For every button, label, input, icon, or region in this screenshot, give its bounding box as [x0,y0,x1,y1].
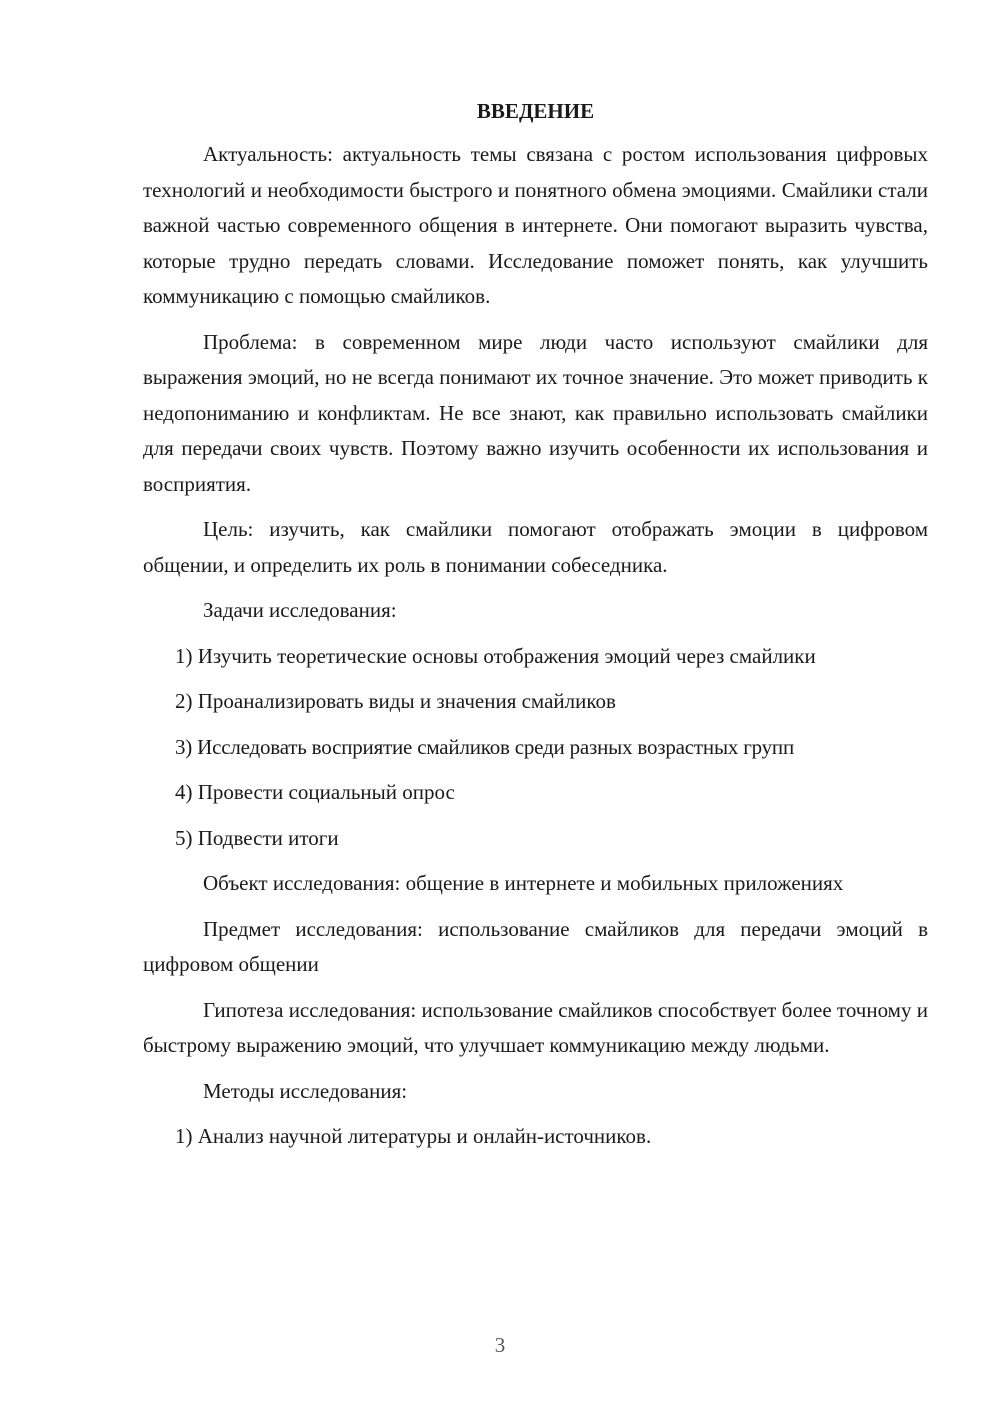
task-item: 4) Провести социальный опрос [175,780,455,804]
task-item: 2) Проанализировать виды и значения смайликов [175,689,616,713]
paragraph-subject: Предмет исследования: использование смайликов для передачи эмоций в цифровом общении [143,916,928,976]
tasks-title: Задачи исследования: [203,598,397,622]
method-item: 1) Анализ научной литературы и онлайн-источников. [175,1124,652,1148]
task-item: 5) Подвести итоги [175,825,339,850]
paragraph-relevance: Актуальность: актуальность темы связана с ростом использования цифровых технологий и необходимости быстрого и понятного обмена эмоциями. Смайлики стали важной частью современного общения в интернете. Они помогают выразить чувства, которые трудно передать словами. Исследование поможет понять, как улучшить коммуникацию с помощью смайликов. [143,142,928,308]
task-item: 1) Изучить теоретические основы отображения эмоций через смайлики [175,643,816,668]
methods-title: Методы исследования: [203,1078,408,1103]
document-page [143,95,928,1165]
paragraph-hypothesis: Гипотеза исследования: использование смайликов способствует более точному и быстрому выражению эмоций, что улучшает коммуникацию между людьми. [143,997,928,1057]
paragraph-problem: Проблема: в современном мире люди часто используют смайлики для выражения эмоций, но не всегда понимают их точное значение. Это может приводить к недопониманию и конфликтам. Не все знают, как правильно использовать смайлики для передачи своих чувств. Поэтому важно изучить особенности их использования и восприятия. [143,329,928,496]
section-heading: ВВЕДЕНИЕ [476,99,595,123]
task-item: 3) Исследовать восприятие смайликов среди разных возрастных групп [175,734,795,759]
page-number: 3 [494,1333,506,1357]
paragraph-object: Объект исследования: общение в интернете и мобильных приложениях [203,871,844,895]
paragraph-goal: Цель: изучить, как смайлики помогают отображать эмоции в цифровом общении, и определить их роль в понимании собеседника. [143,517,928,577]
